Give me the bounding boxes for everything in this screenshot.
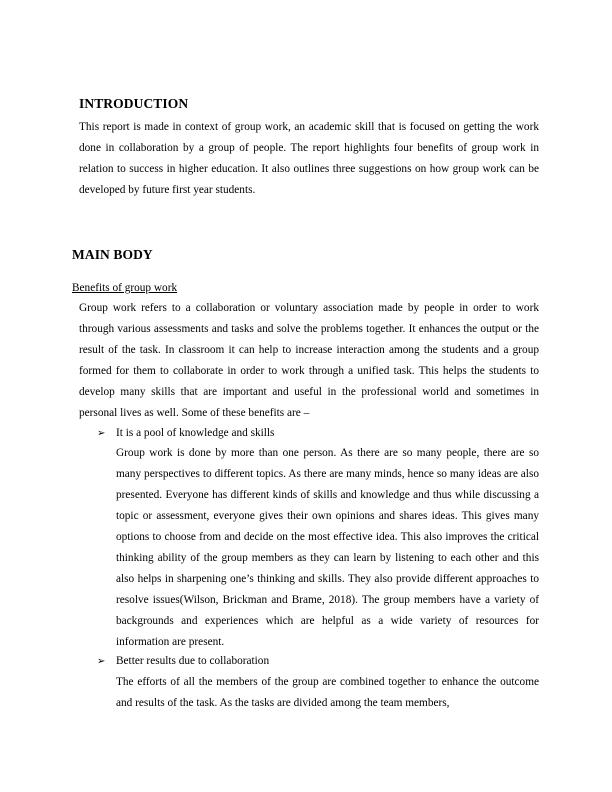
benefits-subheading: Benefits of group work [72,282,178,294]
intro-paragraph: This report is made in context of group work, an academic skill that is focused on getting the work done in collaboration by a group of people. The report highlights four benefits of group work in relation to success in higher education. It also outlines three suggestions on how group work can be developed by future first year students. [79,121,539,196]
bullet-title: It is a pool of knowledge and skills [116,427,275,439]
main-paragraph: Group work refers to a collaboration or voluntary association made by people in order to work through various assessments and tasks and solve the problems together. It enhances the output or the result of the task. In classroom it can help to increase interaction among the students and a group formed for them to collaborate in order to work through a unified task. This helps the students to develop many skills that are important and useful in the professional world and sometimes in personal lives as well. Some of these benefits are – [79,302,539,419]
main-heading: MAIN BODY [72,247,153,262]
bullet-paragraph: Group work is done by more than one person. As there are so many people, there are so many perspectives to different topics. As there are many minds, hence so many ideas are also presented. Everyone has different kinds of skills and knowledge and thus while discussing a topic or assessment, everyone gives their own opinions and shares ideas. This gives many options to choose from and decide on the most effective idea. This also improves the critical thinking ability of the group members as they can learn by listening to each other and this also helps in sharpening one’s thinking and skills. They also provide different approaches to resolve issues(Wilson, Brickman and Brame, 2018). The group members have a variety of backgrounds and experiences which are helpful as a wide variety of resources for information are present. [116,447,539,648]
arrow-bullet-icon: ➢ [97,656,106,667]
bullet-paragraph: The efforts of all the members of the group are combined together to enhance the outcome and results of the task. As the tasks are divided among the team members, [116,676,539,709]
bullet-title: Better results due to collaboration [116,655,270,667]
arrow-bullet-icon: ➢ [97,428,106,439]
intro-heading: INTRODUCTION [79,96,189,111]
